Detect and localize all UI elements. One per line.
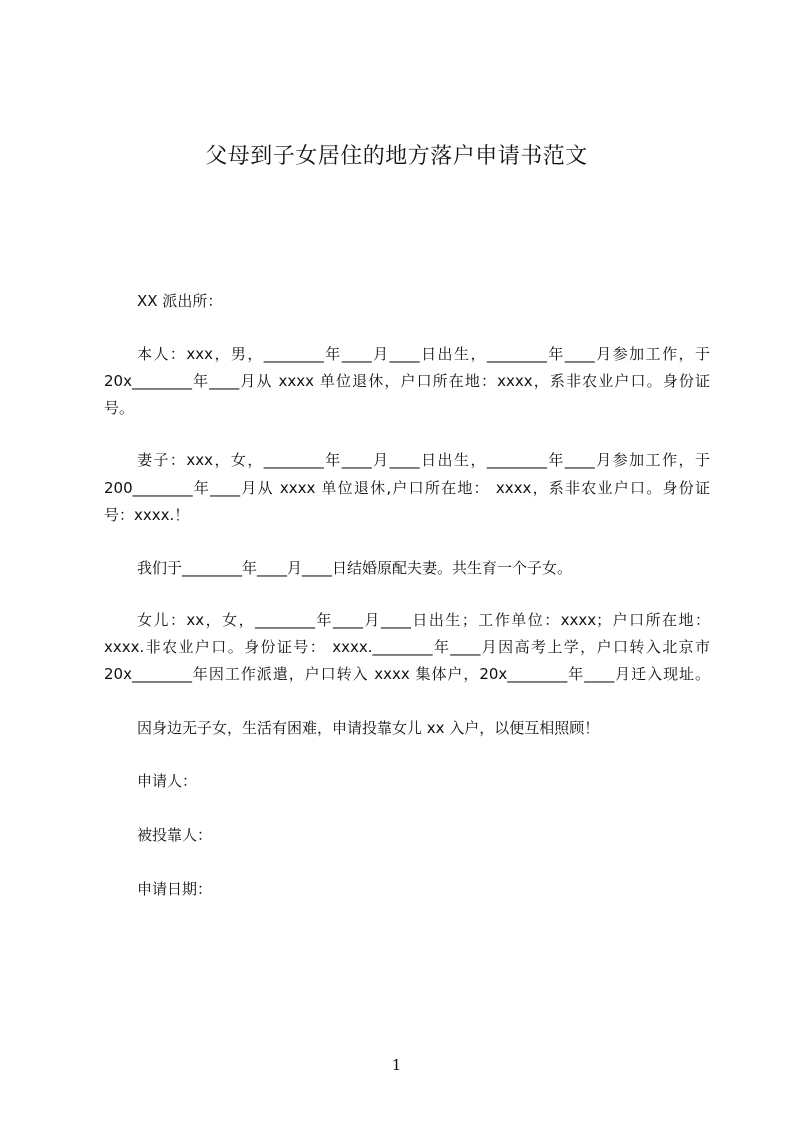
paragraph-4-line-2: xxxx.非农业户口。身份证号： xxxx.________年____月因高考上学，户口转入北京市 bbox=[104, 638, 710, 656]
paragraph-1-line-2: 20x________年____月从 xxxx 单位退休，户口所在地：xxxx，系非农业户口。身份证 bbox=[104, 372, 710, 390]
paragraph-2-line-2: 200________年____月从 xxxx 单位退休,户口所在地： xxxx，系非农业户口。身份证 bbox=[104, 479, 710, 497]
document-title: 父母到子女居住的地方落户申请书范文 bbox=[205, 144, 588, 169]
paragraph-1-line-3: 号。 bbox=[104, 399, 135, 417]
applicant-label: 申请人： bbox=[137, 772, 198, 790]
paragraph-3: 我们于________年____月____日结婚原配夫妻。共生育一个子女。 bbox=[137, 559, 573, 577]
application-date-label: 申请日期： bbox=[137, 880, 213, 898]
paragraph-2-line-1: 妻子：xxx，女，________年____月____日出生，________年____月参加工作，于 bbox=[137, 451, 710, 469]
relative-label: 被投靠人： bbox=[137, 826, 213, 844]
page-number: 1 bbox=[391, 1056, 402, 1074]
paragraph-4-line-3: 20x________年因工作派遣，户口转入 xxxx 集体户，20x________年____月迁入现址。 bbox=[104, 665, 710, 683]
paragraph-4-line-1: 女儿：xx，女，________年____月____日出生；工作单位：xxxx；户口所在地： bbox=[137, 611, 710, 629]
paragraph-1-line-1: 本人：xxx，男，________年____月____日出生，________年____月参加工作，于 bbox=[137, 345, 710, 363]
paragraph-5: 因身边无子女，生活有困难，申请投靠女儿 xx 入户，以便互相照顾！ bbox=[137, 719, 600, 737]
paragraph-2-line-3: 号：xxxx.！ bbox=[104, 506, 190, 524]
salutation: XX 派出所： bbox=[137, 292, 223, 310]
